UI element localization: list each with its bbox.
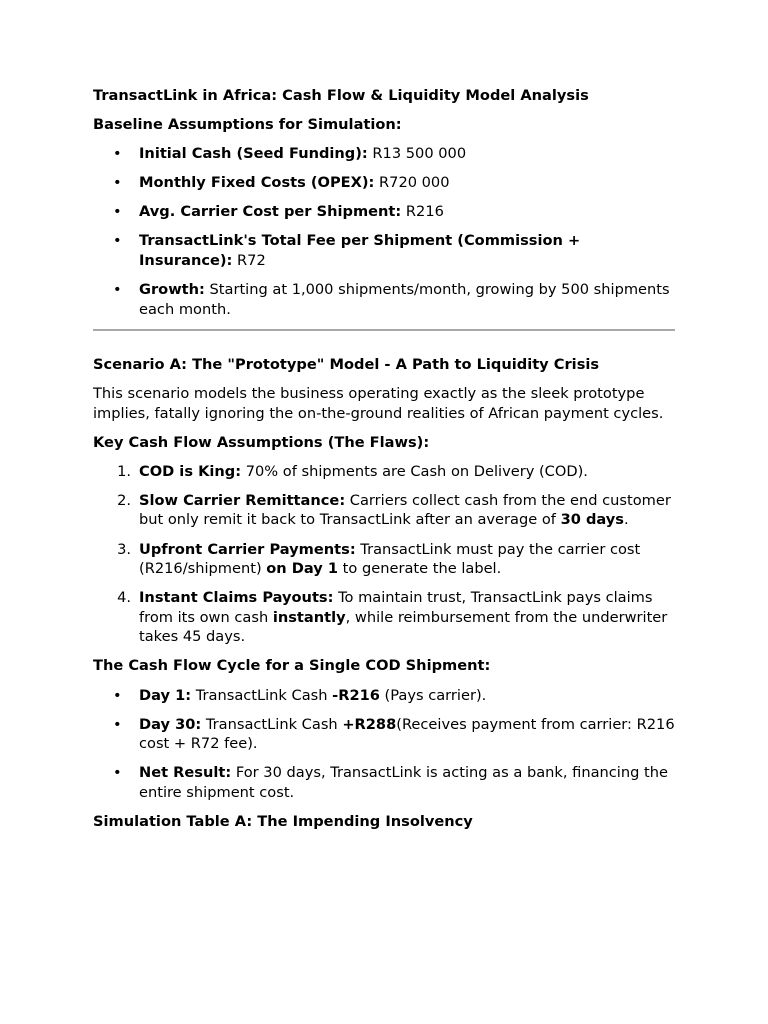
item-label: Monthly Fixed Costs (OPEX):: [139, 174, 375, 192]
item-label: TransactLink's Total Fee per Shipment (Commission + Insurance):: [139, 232, 581, 270]
item-emphasis: instantly: [272, 608, 346, 626]
list-item: [93, 588, 675, 647]
cycle-list: [93, 686, 675, 803]
assumptions-heading: Key Cash Flow Assumptions (The Flaws):: [93, 433, 430, 451]
item-text: R720 000: [374, 174, 450, 192]
list-item: [93, 173, 675, 193]
item-text-end: (Pays carrier).: [379, 686, 487, 704]
item-emphasis: +R288: [342, 715, 397, 733]
list-item: [93, 763, 675, 802]
list-item: [93, 202, 675, 222]
item-text: TransactLink Cash: [201, 715, 343, 733]
item-text: R13 500 000: [367, 145, 467, 163]
item-label: Day 30:: [139, 715, 202, 733]
baseline-list: [93, 144, 675, 319]
item-text: TransactLink Cash: [191, 686, 333, 704]
list-item: [93, 462, 675, 482]
list-item: [93, 491, 675, 530]
table-heading: Simulation Table A: The Impending Insolvency: [93, 813, 473, 831]
item-label: Instant Claims Payouts:: [139, 589, 334, 607]
item-text: Starting at 1,000 shipments/month, growing by 500 shipments each month.: [139, 281, 670, 318]
cycle-heading: The Cash Flow Cycle for a Single COD Shipment:: [93, 657, 491, 675]
scenario-a-heading: Scenario A: The "Prototype" Model - A Path to Liquidity Crisis: [93, 355, 600, 373]
item-text: R72: [232, 252, 266, 270]
list-item: [93, 540, 675, 579]
bullet-marker: •: [113, 174, 122, 192]
baseline-heading: Baseline Assumptions for Simulation:: [93, 116, 402, 134]
assumptions-list: [93, 462, 675, 647]
item-text: To maintain trust, TransactLink pays claims from its own cash: [139, 589, 653, 626]
item-text-end: , while reimbursement from the underwriter takes 45 days.: [139, 608, 668, 646]
bullet-marker: •: [113, 281, 122, 299]
number-marker: 4.: [117, 589, 131, 607]
item-label: Avg. Carrier Cost per Shipment:: [139, 203, 402, 221]
document-title: TransactLink in Africa: Cash Flow & Liquidity Model Analysis: [93, 87, 589, 104]
item-text-end: (Receives payment from carrier: R216 cost + R72 fee).: [139, 715, 675, 753]
list-item: [93, 144, 675, 164]
section-divider: [93, 329, 675, 331]
item-label: Slow Carrier Remittance:: [139, 491, 346, 509]
scenario-a-intro: This scenario models the business operating exactly as the sleek prototype implies, fatally ignoring the on-the-ground realities of African payment cycles.: [93, 384, 664, 422]
item-text-end: to generate the label.: [338, 560, 502, 578]
bullet-marker: •: [113, 145, 122, 163]
bullet-marker: •: [113, 203, 122, 221]
document-body: [93, 86, 675, 841]
item-text: 70% of shipments are Cash on Delivery (COD).: [241, 462, 588, 480]
item-text: R216: [401, 203, 444, 221]
item-emphasis: 30 days: [560, 511, 624, 529]
item-emphasis: -R216: [332, 686, 380, 704]
number-marker: 3.: [117, 540, 131, 558]
item-emphasis: on Day 1: [266, 560, 339, 578]
item-label: Growth:: [139, 281, 205, 299]
item-text-end: .: [624, 511, 629, 529]
bullet-marker: •: [113, 232, 122, 250]
item-label: Initial Cash (Seed Funding):: [139, 145, 368, 163]
item-text: For 30 days, TransactLink is acting as a bank, financing the entire shipment cost.: [139, 764, 668, 801]
item-text: TransactLink must pay the carrier cost (R216/shipment): [139, 540, 641, 578]
item-label: Net Result:: [139, 764, 232, 782]
item-label: Upfront Carrier Payments:: [139, 540, 356, 558]
item-label: COD is King:: [139, 462, 242, 480]
list-item: [93, 231, 675, 270]
bullet-marker: •: [113, 764, 122, 782]
list-item: [93, 280, 675, 319]
item-text: Carriers collect cash from the end customer but only remit it back to TransactLink after an average of: [139, 491, 671, 529]
bullet-marker: •: [113, 686, 122, 704]
item-label: Day 1:: [139, 686, 192, 704]
number-marker: 1.: [117, 462, 131, 480]
list-item: [93, 715, 675, 754]
number-marker: 2.: [117, 491, 131, 509]
list-item: [93, 686, 675, 706]
bullet-marker: •: [113, 715, 122, 733]
